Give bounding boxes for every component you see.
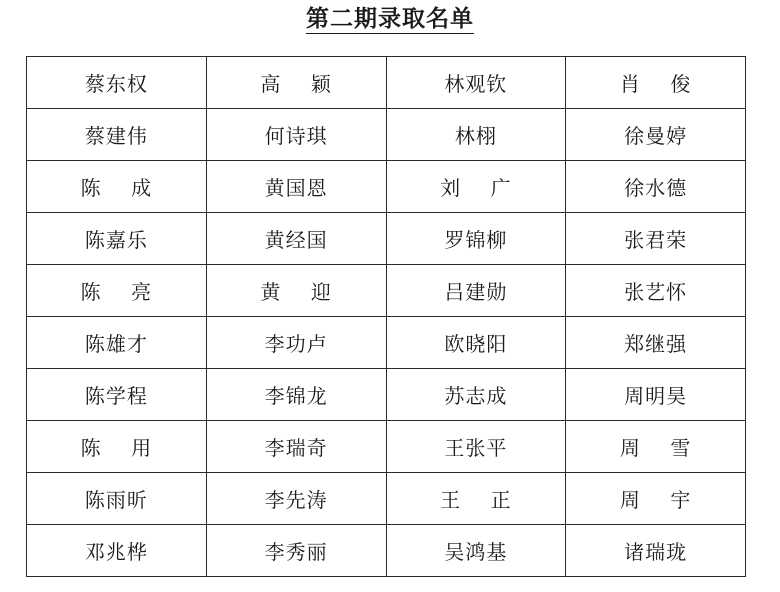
page-title [0,2,780,36]
name-cell: 王 正 [386,473,566,525]
admission-list-table [26,56,746,577]
name-cell: 肖 俊 [566,57,746,109]
name-cell: 张君荣 [566,213,746,265]
table-row [27,213,746,265]
name-cell: 徐水德 [566,161,746,213]
name-cell: 诸瑞珑 [566,525,746,577]
name-cell: 陈 亮 [27,265,207,317]
table-row [27,317,746,369]
name-cell: 黄国恩 [206,161,386,213]
name-cell: 陈雄才 [27,317,207,369]
name-cell: 蔡建伟 [27,109,207,161]
name-cell: 郑继强 [566,317,746,369]
name-cell: 罗锦柳 [386,213,566,265]
name-cell: 蔡东权 [27,57,207,109]
table-row [27,525,746,577]
name-cell: 林观钦 [386,57,566,109]
table-row [27,161,746,213]
name-cell: 苏志成 [386,369,566,421]
name-cell: 王张平 [386,421,566,473]
name-cell: 欧晓阳 [386,317,566,369]
name-cell: 张艺怀 [566,265,746,317]
name-cell: 吕建勋 [386,265,566,317]
name-cell: 高 颖 [206,57,386,109]
name-cell: 周 宇 [566,473,746,525]
table-row [27,57,746,109]
page-title-text: 第二期录取名单 [306,5,474,32]
name-cell: 李功卢 [206,317,386,369]
name-cell: 李先涛 [206,473,386,525]
name-cell: 陈嘉乐 [27,213,207,265]
table-row [27,265,746,317]
name-cell: 徐曼婷 [566,109,746,161]
admission-list-body [27,57,746,577]
name-cell: 陈 成 [27,161,207,213]
name-cell: 周明昊 [566,369,746,421]
table-row [27,473,746,525]
name-cell: 吴鸿基 [386,525,566,577]
name-cell: 李秀丽 [206,525,386,577]
name-cell: 陈学程 [27,369,207,421]
name-cell: 刘 广 [386,161,566,213]
table-row [27,369,746,421]
name-cell: 黄经国 [206,213,386,265]
table-row [27,421,746,473]
name-cell: 陈 用 [27,421,207,473]
table-row [27,109,746,161]
name-cell: 陈雨昕 [27,473,207,525]
name-cell: 邓兆桦 [27,525,207,577]
name-cell: 何诗琪 [206,109,386,161]
name-cell: 李锦龙 [206,369,386,421]
name-cell: 黄 迎 [206,265,386,317]
name-cell: 李瑞奇 [206,421,386,473]
name-cell: 林栩 [386,109,566,161]
name-cell: 周 雪 [566,421,746,473]
